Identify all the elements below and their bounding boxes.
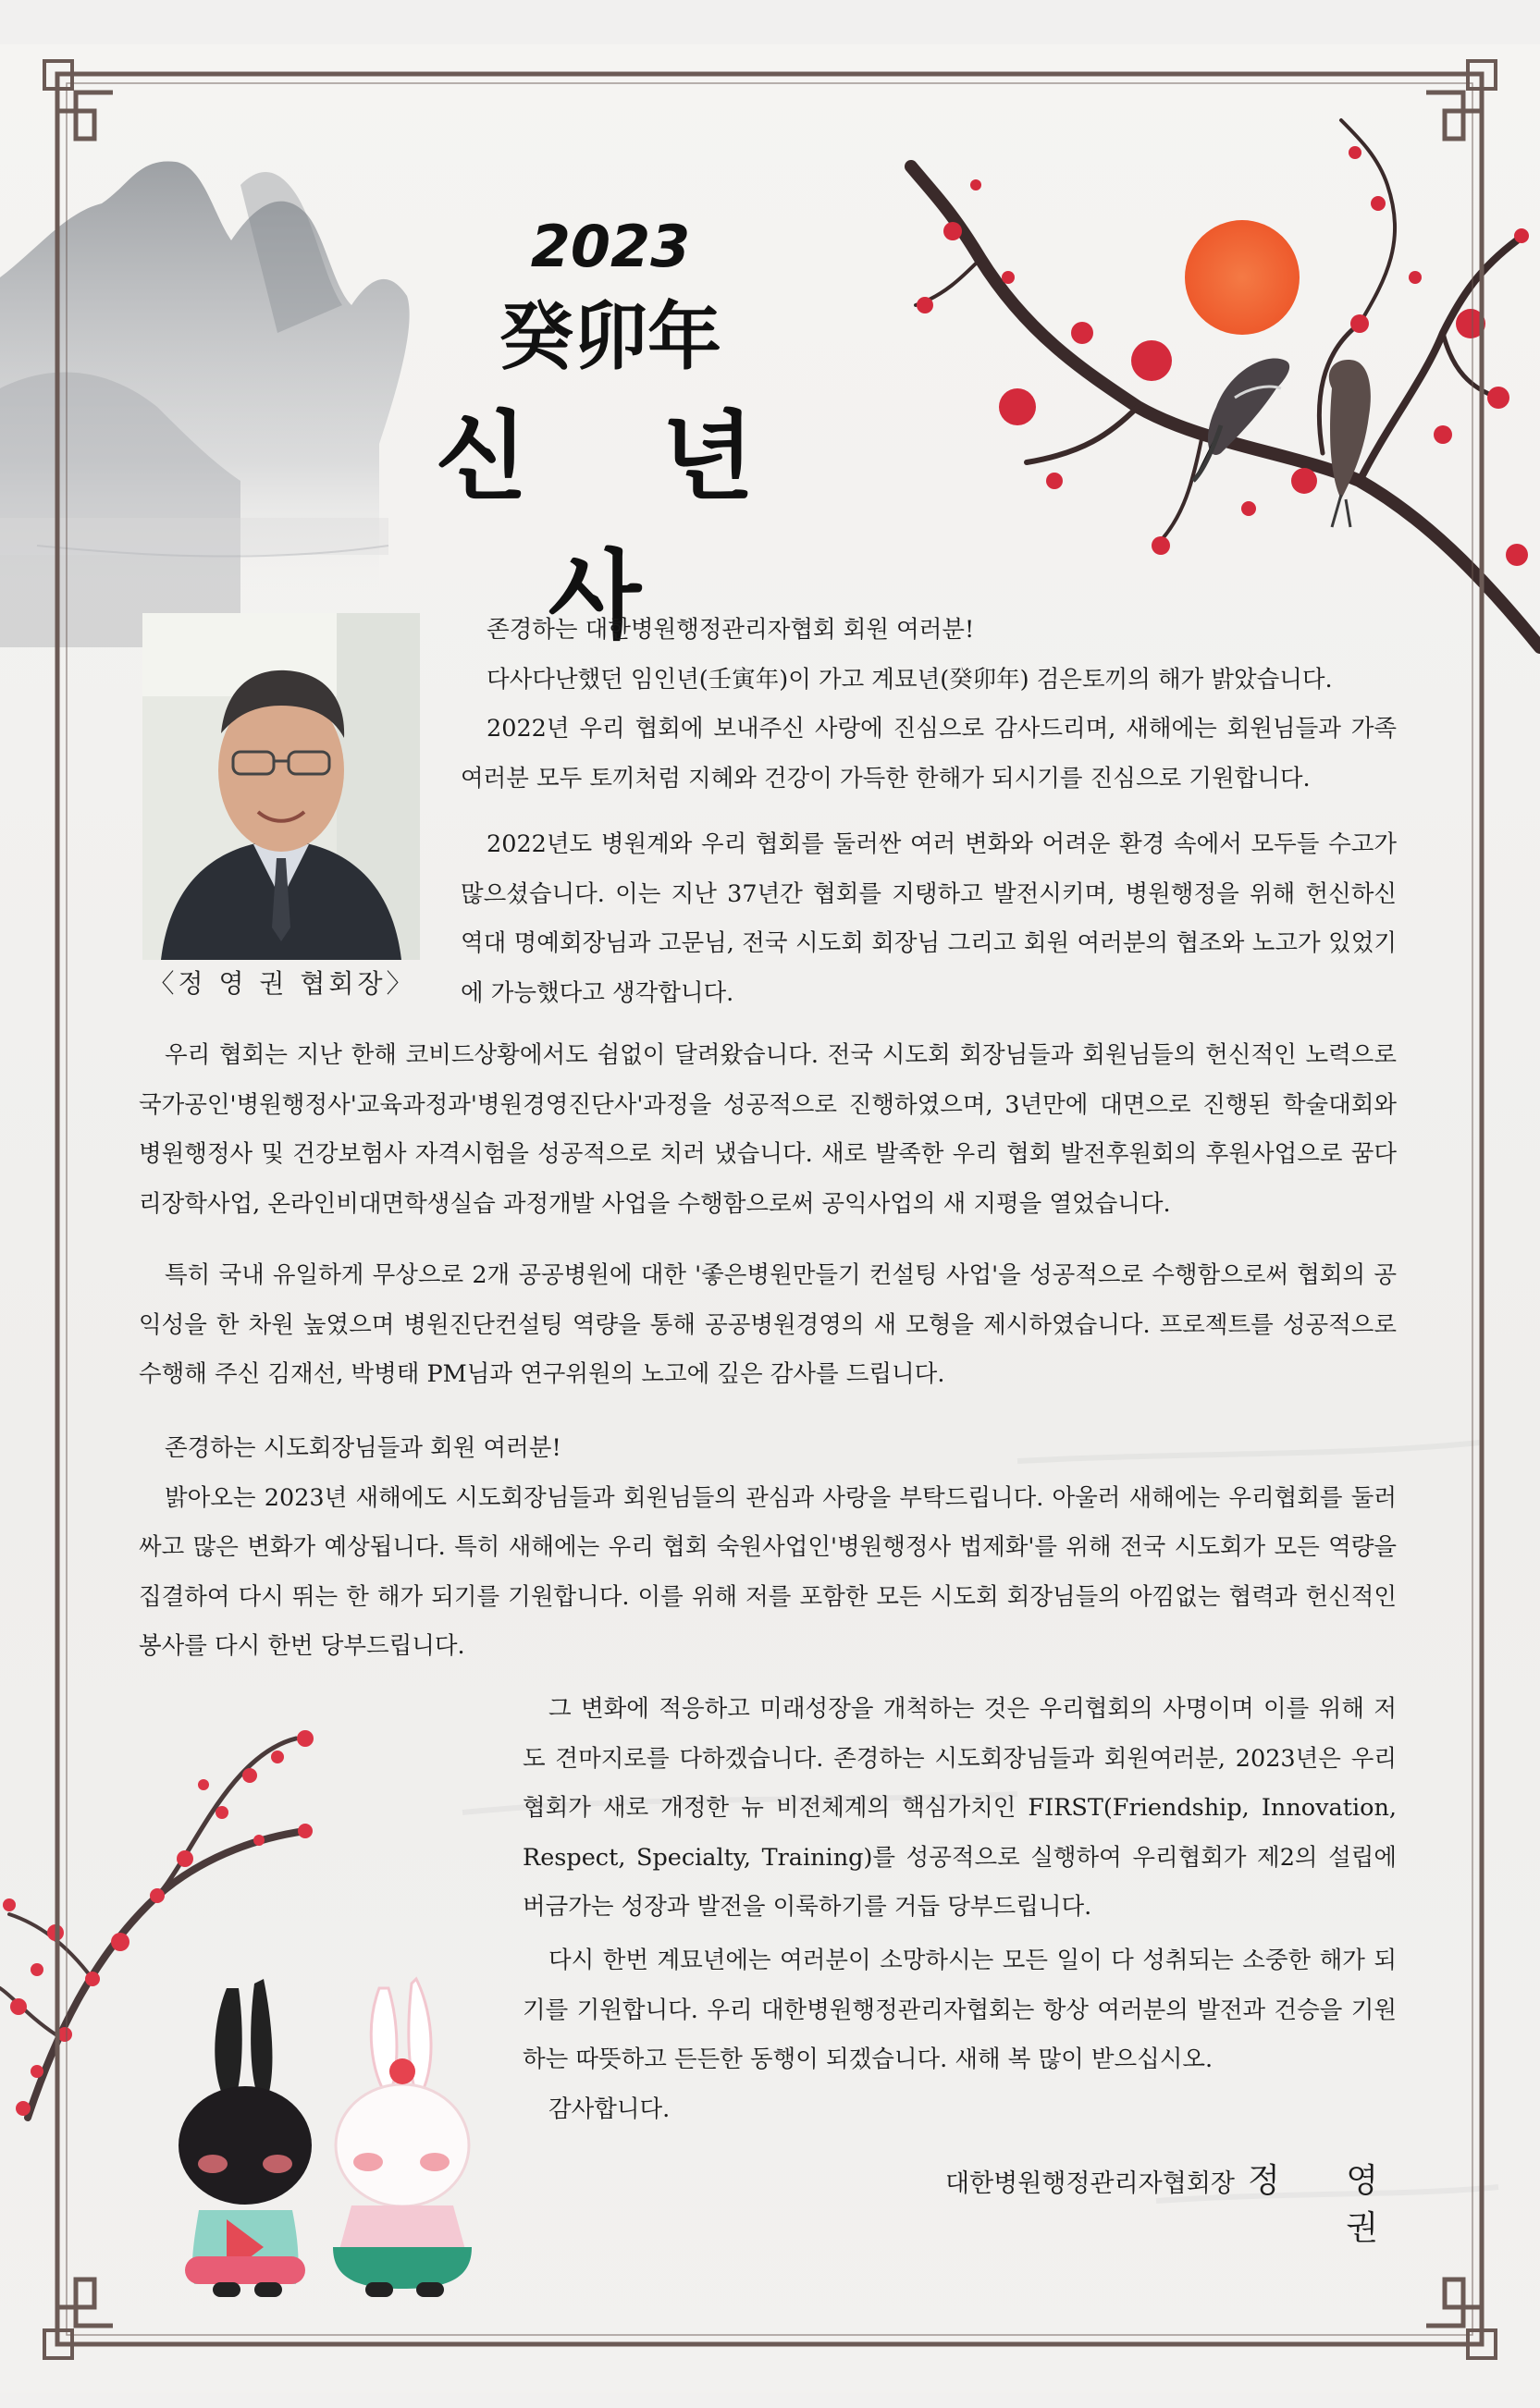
title-zodiac-year: 癸卯年 — [499, 293, 721, 380]
letter-paragraph-7 — [523, 1936, 1397, 2134]
plum-branch-top-right — [911, 120, 1540, 647]
page-title: 신 년 사 — [435, 400, 805, 652]
sun — [1185, 220, 1300, 335]
paragraph-greeting: 존경하는 시도회장님들과 회원 여러분! — [165, 1434, 561, 1462]
intro-greeting: 존경하는 대한병원행정관리자협회 회원 여러분! — [487, 616, 975, 644]
letter-paragraph-5 — [139, 1424, 1397, 1672]
paragraph-text: 밝아오는 2023년 새해에도 시도회장님들과 회원님들의 관심과 사랑을 부탁드립니다. 아울러 새해에는 우리협회를 둘러싸고 많은 변화가 예상됩니다. 특히 새해에는 우리 협회 숙원사업인'병원행정사 법제화'를 위해 전국 시도회가 모든 역량을 집결하여 다시 뛰는 한 해가 되기를 기원합니다. 이를 위해 저를 포함한 모든 시도회 회장님들의 아낌없는 협력과 헌신적인 봉사를 다시 한번 당부드립니다. — [139, 1483, 1397, 1660]
paragraph-text: 다시 한번 계묘년에는 여러분이 소망하시는 모든 일이 다 성취되는 소중한 해가 되기를 기원합니다. 우리 대한병원행정관리자협회는 항상 여러분의 발전과 건승을 기원하는 따뜻하고 든든한 동행이 되겠습니다. 새해 복 많이 받으십시오. — [523, 1947, 1397, 2073]
letter-intro — [461, 606, 1397, 804]
intro-line-3: 2022년 우리 협회에 보내주신 사랑에 진심으로 감사드리며, 새해에는 회원님들과 가족 여러분 모두 토끼처럼 지혜와 건강이 가득한 한해가 되시기를 진심으로 기원합니다. — [461, 715, 1397, 792]
black-rabbit-illustration — [179, 1979, 312, 2297]
letter-paragraph-3 — [139, 1031, 1397, 1229]
paragraph-text: 우리 협회는 지난 한해 코비드상황에서도 쉼없이 달려왔습니다. 전국 시도회 회장님들과 회원님들의 헌신적인 노력으로 국가공인'병원행정사'교육과정과'병원경영진단사'과정을 성공적으로 진행하였으며, 3년만에 대면으로 진행된 학술대회와 병원행정사 및 건강보험사 자격시험을 성공적으로 치러 냈습니다. 새로 발족한 우리 협회 발전후원회의 후원사업으로 꿈다리장학사업, 온라인비대면학생실습 과정개발 사업을 수행함으로써 공익사업의 새 지평을 열었습니다. — [139, 1041, 1397, 1218]
letter-paragraph-2 — [461, 820, 1397, 1018]
portrait-caption: 〈정 영 권 협회장〉 — [148, 968, 416, 999]
plum-blossoms-top-right — [917, 146, 1529, 566]
title-year: 2023 — [530, 213, 691, 280]
closing-thanks: 감사합니다. — [548, 2095, 671, 2123]
letter-paragraph-4 — [139, 1251, 1397, 1400]
paragraph-text: 2022년도 병원계와 우리 협회를 둘러싼 여러 변화와 어려운 환경 속에서 모두들 수고가 많으셨습니다. 이는 지난 37년간 협회를 지탱하고 발전시키며, 병원행정을 위해 헌신하신 역대 명예회장님과 고문님, 전국 시도회 회장님 그리고 회원 여러분의 협조와 노고가 있었기에 가능했다고 생각합니다. — [461, 830, 1397, 1007]
signature-name: 정 영 권 — [1248, 2162, 1406, 2247]
letter-paragraph-6 — [523, 1685, 1397, 1933]
signature — [888, 2155, 1406, 2249]
signature-org: 대한병원행정관리자협회장 — [945, 2169, 1235, 2198]
intro-line-2: 다사다난했던 임인년(壬寅年)이 가고 계묘년(癸卯年) 검은토끼의 해가 밝았습니다. — [487, 665, 1333, 694]
white-rabbit-illustration — [333, 1979, 472, 2297]
paragraph-text: 그 변화에 적응하고 미래성장을 개척하는 것은 우리협회의 사명이며 이를 위해 저도 견마지로를 다하겠습니다. 존경하는 시도회장님들과 회원여러분, 2023년은 우리 협회가 새로 개정한 뉴 비전체계의 핵심가치인 FIRST(Friendship, Innovation, Respect, Specialty, Training)를 성공적으로 실행하여 우리협회가 제2의 설립에 버금가는 성장과 발전을 이룩하기를 거듭 당부드립니다. — [523, 1695, 1397, 1921]
mountain-illustration — [0, 161, 410, 647]
president-portrait — [142, 613, 420, 960]
two-birds — [1193, 358, 1371, 527]
paragraph-text: 특히 국내 유일하게 무상으로 2개 공공병원에 대한 '좋은병원만들기 컨설팅 사업'을 성공적으로 수행함으로써 협회의 공익성을 한 차원 높였으며 병원진단컨설팅 역량을 통해 공공병원경영의 새 모형을 제시하였습니다. 프로젝트를 성공적으로 수행해 주신 김재선, 박병태 PM님과 연구위원의 노고에 깊은 감사를 드립니다. — [139, 1261, 1397, 1388]
